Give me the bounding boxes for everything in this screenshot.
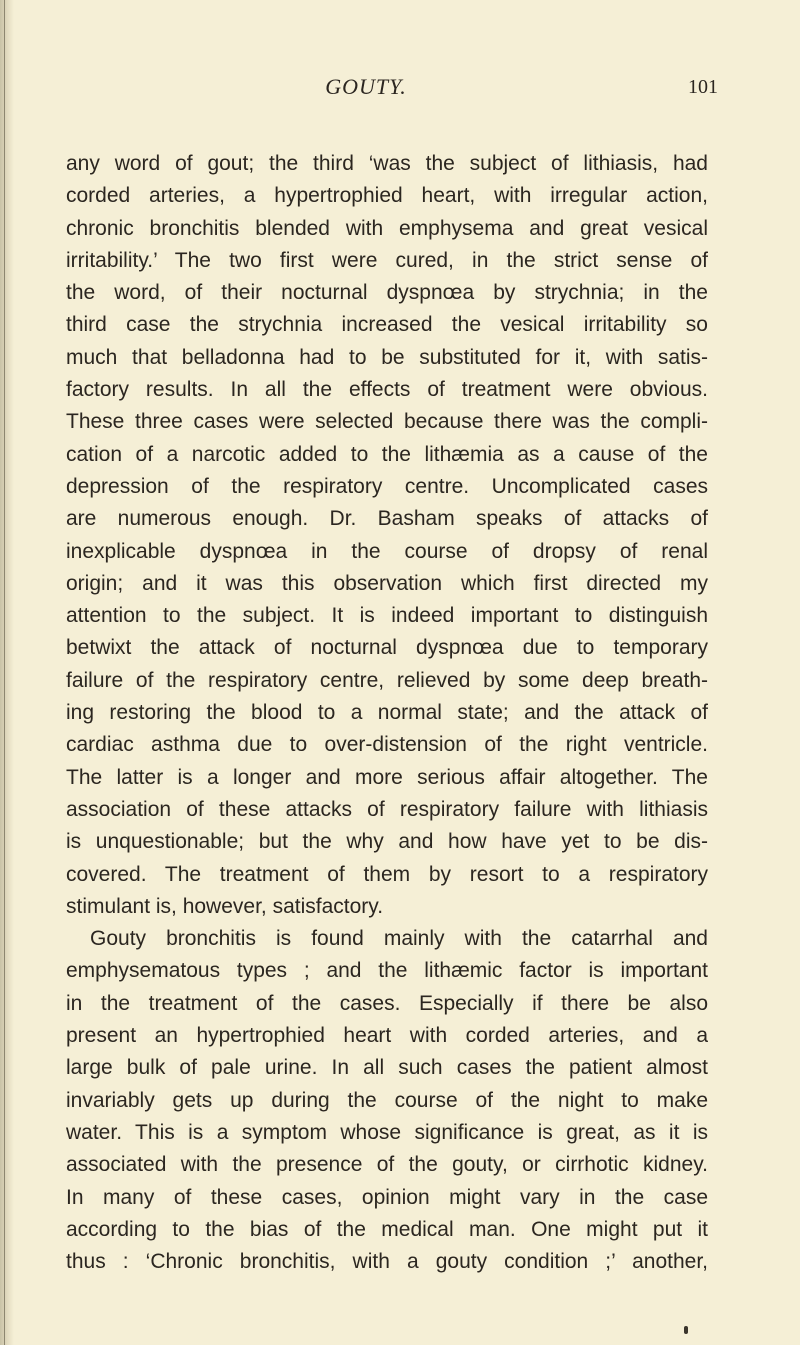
text-line: in the treatment of the cases. Especially if there be also — [66, 991, 708, 1015]
text-line: corded arteries, a hypertrophied heart, with irregular action, — [66, 184, 708, 208]
text-line: covered. The treatment of them by resort to a respiratory — [66, 862, 708, 886]
text-line: water. This is a symptom whose significance is great, as it is — [66, 1120, 708, 1144]
text-line: These three cases were selected because there was the compli- — [66, 410, 708, 434]
page-edge-shadow — [0, 0, 14, 1345]
page-number: 101 — [688, 76, 718, 98]
text-line: The latter is a longer and more serious affair altogether. The — [66, 765, 708, 789]
text-line: irritability.’ The two first were cured, in the strict sense of — [66, 248, 708, 272]
text-line: large bulk of pale urine. In all such cases the patient almost — [66, 1056, 708, 1080]
text-line: any word of gout; the third ‘was the subject of lithiasis, had — [66, 152, 708, 175]
text-line: much that belladonna had to be substituted for it, with satis- — [66, 345, 708, 369]
text-line: factory results. In all the effects of treatment were obvious. — [66, 378, 708, 402]
text-line: according to the bias of the medical man. One might put it — [66, 1217, 708, 1241]
text-line: attention to the subject. It is indeed important to distinguish — [66, 604, 708, 628]
body-text — [66, 148, 708, 1278]
page-edge-line — [4, 0, 5, 1345]
text-line: third case the strychnia increased the vesical irritability so — [66, 313, 708, 337]
text-line: betwixt the attack of nocturnal dyspnœa due to temporary — [66, 636, 708, 660]
text-line: depression of the respiratory centre. Uncomplicated cases — [66, 474, 708, 498]
text-line: the word, of their nocturnal dyspnœa by strychnia; in the — [66, 281, 708, 305]
running-title: GOUTY. — [325, 74, 407, 99]
text-line: present an hypertrophied heart with corded arteries, and a — [66, 1024, 708, 1048]
text-line: failure of the respiratory centre, relieved by some deep breath- — [66, 668, 708, 692]
text-line: stimulant is, however, satisfactory. — [66, 894, 384, 918]
running-head — [0, 74, 800, 106]
text-line: cation of a narcotic added to the lithæmia as a cause of the — [66, 442, 708, 466]
text-line: associated with the presence of the gouty, or cirrhotic kidney. — [66, 1153, 708, 1177]
text-line: emphysematous types ; and the lithæmic factor is important — [66, 959, 708, 983]
text-line: is unquestionable; but the why and how have yet to be dis- — [66, 830, 708, 854]
text-line: association of these attacks of respiratory failure with lithiasis — [66, 797, 708, 821]
ink-speck — [684, 1326, 688, 1334]
text-line: origin; and it was this observation which first directed my — [66, 571, 708, 595]
text-line: are numerous enough. Dr. Basham speaks of attacks of — [66, 507, 708, 531]
text-line: In many of these cases, opinion might vary in the case — [66, 1185, 708, 1209]
text-line: ing restoring the blood to a normal state; and the attack of — [66, 701, 708, 725]
text-line: invariably gets up during the course of the night to make — [66, 1088, 708, 1112]
text-line: Gouty bronchitis is found mainly with the catarrhal and — [90, 927, 708, 951]
text-line: cardiac asthma due to over-distension of the right ventricle. — [66, 733, 708, 757]
text-line: chronic bronchitis blended with emphysema and great vesical — [66, 216, 708, 240]
text-line: inexplicable dyspnœa in the course of dropsy of renal — [66, 539, 708, 563]
text-line: thus : ‘Chronic bronchitis, with a gouty condition ;’ another, — [66, 1250, 708, 1274]
